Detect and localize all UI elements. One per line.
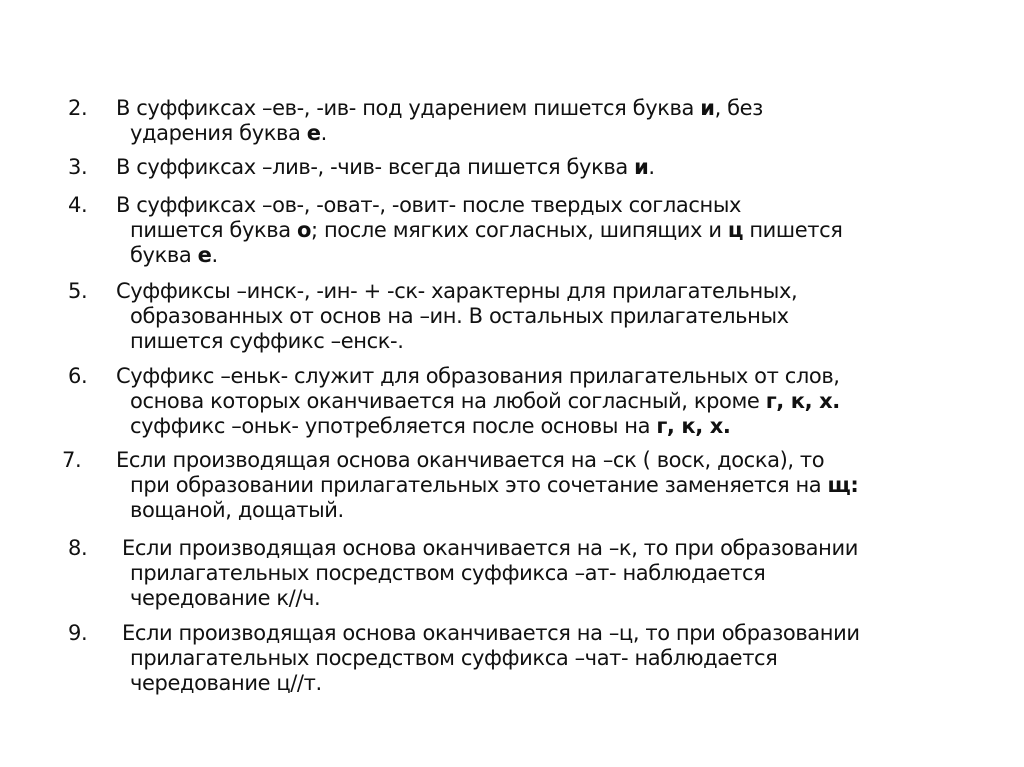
bold-letter: и	[634, 155, 649, 179]
rule-text: .	[648, 155, 655, 179]
rule-line	[68, 121, 763, 146]
rule-text: ударения буква	[130, 121, 307, 145]
rule-text: .	[320, 121, 327, 145]
rule-item	[68, 96, 763, 146]
rule-item	[62, 448, 858, 523]
rule-line	[68, 389, 840, 414]
bold-letter: е	[306, 121, 321, 145]
rule-text: В суффиксах –ев-, -ив- под ударением пишется буква	[116, 96, 701, 120]
rule-line	[68, 155, 655, 180]
rule-line	[68, 586, 858, 611]
rule-line	[68, 279, 797, 304]
rule-text: В суффиксах –лив-, -чив- всегда пишется буква	[116, 155, 635, 179]
rule-line	[68, 218, 842, 243]
rule-line	[68, 304, 797, 329]
rule-text: Суффикс –еньк- служит для образования прилагательных от слов,	[116, 364, 840, 388]
bold-letter: г, к, х.	[765, 389, 840, 413]
rule-text: прилагательных посредством суффикса –ат- наблюдается	[130, 561, 766, 585]
rule-text: Если производящая основа оканчивается на –ц, то при образовании	[122, 621, 860, 645]
rule-text: чередование к//ч.	[130, 586, 321, 610]
rule-text: образованных от основ на –ин. В остальных прилагательных	[130, 304, 789, 328]
rule-number: 6.	[68, 364, 88, 388]
rule-text: вощаной, дощатый.	[130, 498, 344, 522]
rule-item	[68, 193, 842, 268]
rule-text: чередование ц//т.	[130, 671, 322, 695]
rule-number: 7.	[62, 448, 82, 472]
rule-line	[68, 671, 860, 696]
rule-text: В суффиксах –ов-, -оват-, -овит- после твердых согласных	[116, 193, 742, 217]
rule-text: , без	[714, 96, 763, 120]
bold-letter: ц	[727, 218, 744, 242]
rule-line	[62, 498, 858, 523]
bold-letter: и	[700, 96, 715, 120]
rule-number: 3.	[68, 155, 88, 179]
rule-text: основа которых оканчивается на любой согласный, кроме	[130, 389, 766, 413]
rule-item	[68, 621, 860, 696]
rule-text: пишется буква	[130, 218, 297, 242]
rule-text: .	[211, 243, 218, 267]
rule-text: суффикс –оньк- употребляется после основы на	[130, 414, 657, 438]
rule-number: 4.	[68, 193, 88, 217]
rule-number: 9.	[68, 621, 88, 645]
rule-item	[68, 364, 840, 439]
rule-text: Суффиксы –инск-, -ин- + -ск- характерны для прилагательных,	[116, 279, 798, 303]
rule-item	[68, 536, 858, 611]
rule-line	[68, 243, 842, 268]
rule-line	[68, 414, 840, 439]
rule-line	[68, 561, 858, 586]
rule-text: буква	[130, 243, 198, 267]
rule-text: пишется	[743, 218, 843, 242]
rule-text: Если производящая основа оканчивается на –к, то при образовании	[122, 536, 858, 560]
rule-text: прилагательных посредством суффикса –чат- наблюдается	[130, 646, 778, 670]
rule-line	[68, 536, 858, 561]
rule-line	[68, 96, 763, 121]
rule-line	[68, 646, 860, 671]
rule-line	[62, 448, 858, 473]
bold-letter: г, к, х.	[656, 414, 731, 438]
rule-line	[68, 621, 860, 646]
bold-letter: о	[296, 218, 312, 242]
bold-letter: щ:	[827, 473, 859, 497]
rule-item	[68, 279, 797, 354]
rule-number: 5.	[68, 279, 88, 303]
rule-line	[68, 364, 840, 389]
rule-line	[68, 329, 797, 354]
rule-text: при образовании прилагательных это сочетание заменяется на	[130, 473, 828, 497]
rule-text: пишется суффикс –енск-.	[130, 329, 404, 353]
rule-number: 8.	[68, 536, 88, 560]
rule-line	[68, 193, 842, 218]
rule-number: 2.	[68, 96, 88, 120]
rule-item	[68, 155, 655, 180]
rule-line	[62, 473, 858, 498]
bold-letter: е	[197, 243, 212, 267]
rule-text: Если производящая основа оканчивается на –ск ( воск, доска), то	[116, 448, 825, 472]
rule-text: ; после мягких согласных, шипящих и	[311, 218, 728, 242]
